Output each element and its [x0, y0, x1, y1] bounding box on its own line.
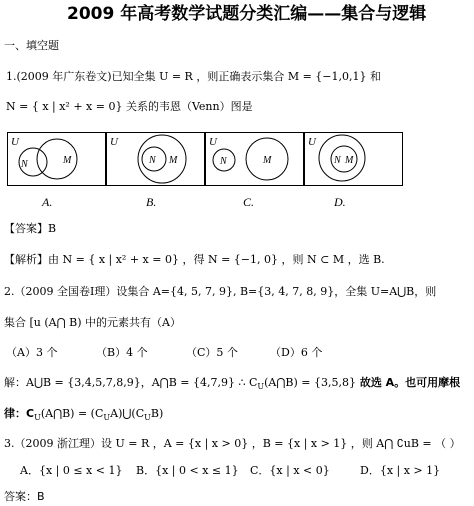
q2-sol2-part-2: (A⋂B) = (C: [40, 407, 104, 420]
venn-a-m: M: [63, 155, 72, 166]
q1-line1: 1.(2009 年广东卷文)已知全集 U = R ，则正确表示集合 M = {−1,0,1} 和: [6, 70, 381, 83]
venn-diagram-c: [205, 132, 304, 186]
q2-sol2-sub-1: U: [34, 413, 41, 423]
q3-answer: 答案：B: [4, 490, 45, 503]
venn-c-n: N: [220, 156, 227, 167]
q2-solution: [4, 376, 460, 394]
venn-a-n: N: [21, 159, 28, 170]
q2-sol2-part-3: A)⋃(C: [110, 407, 145, 420]
q2-line1: 2.（2009 全国卷Ⅰ理）设集合 A={4, 5, 7, 9}, B={3, 4, 7, 8, 9}，全集 U=A⋃B，则: [4, 285, 437, 298]
q2-solution-sub-1: U: [257, 382, 265, 392]
venn-label-d: D.: [334, 195, 346, 209]
q1-line2: N = { x | x² + x = 0} 关系的韦恩（Venn）图是: [6, 100, 253, 113]
q2-solution-emphasis: 故选 A。也可用摩根: [355, 376, 461, 389]
venn-b-m: M: [169, 155, 178, 166]
venn-b-n: N: [149, 155, 156, 166]
venn-d-m: M: [345, 155, 354, 166]
venn-diagram-a: [7, 132, 106, 186]
venn-diagram-d: [304, 132, 403, 186]
q2-solution-part-1: 解：A⋃B = {3,4,5,7,8,9}，A⋂B = {4,7,9} ∴ C: [4, 376, 258, 389]
venn-label-a: A.: [42, 195, 53, 209]
q2-option-d: （D）6 个: [270, 346, 323, 359]
q3-line1: 3.（2009 浙江理）设 U = R ，A = {x | x > 0} ，B = {x | x > 1} ，则 A⋂ ∁uB = （ ）: [4, 437, 461, 450]
q2-sol2-sub-2: U: [103, 413, 111, 423]
q2-option-c: （C）5 个: [186, 346, 238, 359]
q3-option-d: D．{x | x > 1}: [360, 464, 441, 477]
q2-line2: 集合 [u (A⋂ B) 中的元素共有（A）: [4, 316, 181, 329]
venn-d-n: N: [334, 155, 341, 166]
q2-solution-part-2: (A⋂B) = {3,5,8}: [264, 376, 356, 389]
q2-sol2-part-1: 律：C: [4, 407, 35, 420]
venn-b-universe: U: [110, 136, 118, 148]
q2-option-b: （B）4 个: [96, 346, 148, 359]
q2-sol2-part-4: B): [150, 407, 164, 420]
q2-solution-line2: [4, 407, 163, 425]
venn-c-m: M: [263, 155, 272, 166]
q1-analysis: 【解析】由 N = { x | x² + x = 0} ，得 N = {−1, 0} ，则 N ⊂ M ，选 B.: [4, 253, 385, 266]
q2-sol2-sub-3: U: [144, 413, 151, 423]
q2-option-a: （A）3 个: [6, 346, 58, 359]
q3-option-a: A．{x | 0 ≤ x < 1}: [20, 464, 123, 477]
q1-answer: 【答案】B: [4, 222, 57, 235]
q3-option-c: C．{x | x < 0}: [250, 464, 330, 477]
section-heading: 一、填空题: [4, 39, 59, 52]
venn-label-b: B.: [146, 195, 157, 209]
venn-label-c: C.: [243, 195, 255, 209]
venn-a-universe: U: [11, 136, 19, 148]
page-title: 2009 年高考数学试题分类汇编——集合与逻辑: [67, 4, 427, 24]
venn-c-universe: U: [209, 136, 217, 148]
venn-diagram-b: [106, 132, 205, 186]
q3-option-b: B．{x | 0 < x ≤ 1}: [136, 464, 239, 477]
venn-d-universe: U: [308, 136, 316, 148]
